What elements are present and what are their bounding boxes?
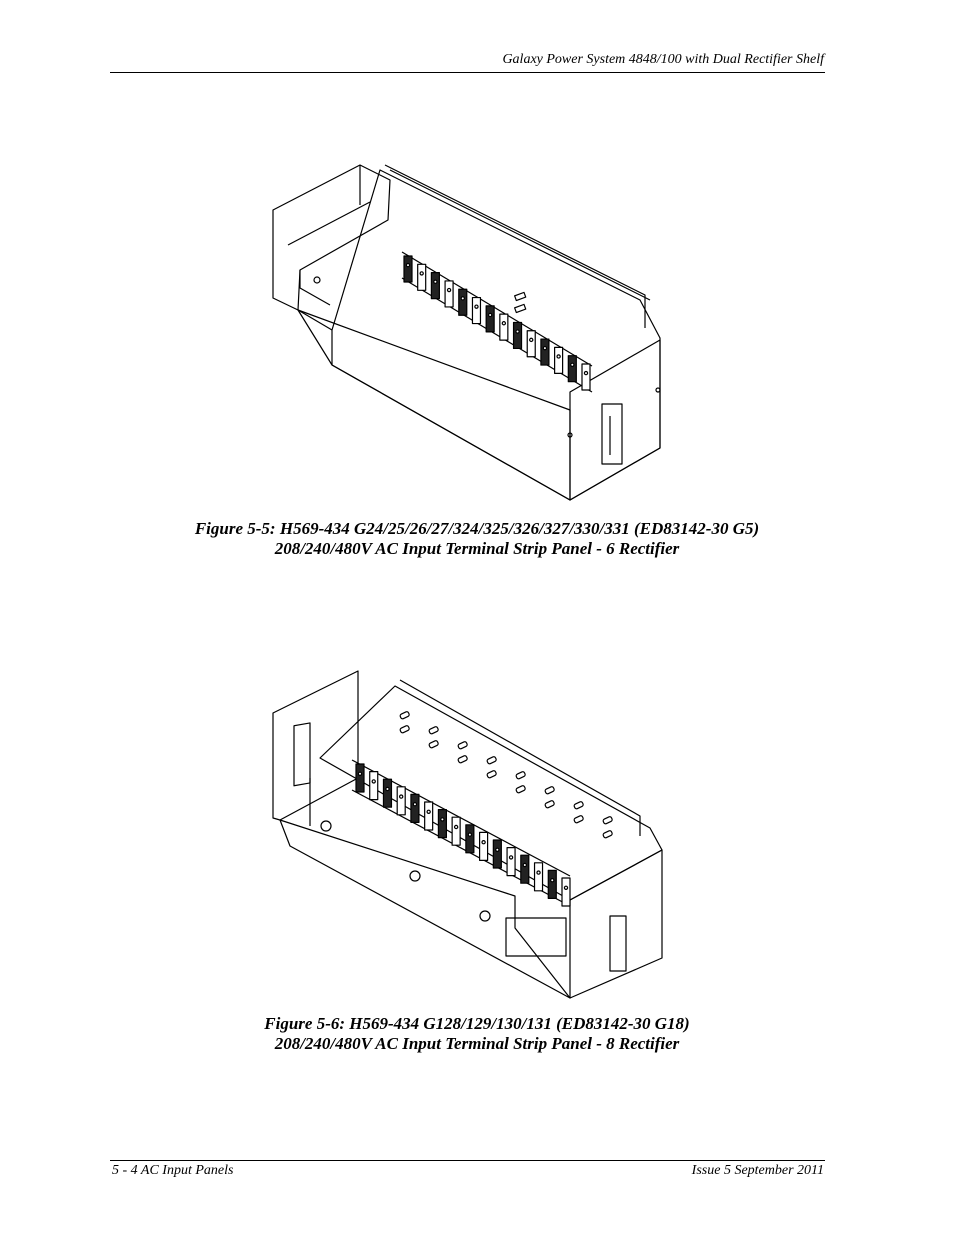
caption-line-2: 208/240/480V AC Input Terminal Strip Panel - 6 Rectifier: [274, 539, 680, 558]
base-fastener: [321, 821, 331, 831]
cover-stud: [545, 800, 555, 808]
terminal-screw: [468, 833, 471, 836]
terminal-block: [404, 256, 412, 282]
terminal-screw: [543, 347, 546, 350]
terminal-block: [486, 306, 494, 332]
terminal-screw: [461, 297, 464, 300]
terminal-screw: [406, 264, 409, 267]
terminal-screw: [496, 848, 499, 851]
terminal-screw: [502, 322, 505, 325]
front-face: [570, 850, 662, 998]
caption-line-1: Figure 5-6: H569-434 G128/129/130/131 (ED83142-30 G18): [264, 1014, 690, 1033]
cover-stud: [458, 741, 468, 749]
cover-stud: [487, 756, 497, 764]
cover-stud: [603, 816, 613, 824]
terminal-screw: [447, 288, 450, 291]
cover-stud: [458, 755, 468, 763]
figure-5-6-drawing: [270, 668, 670, 1003]
terminal-screw: [489, 313, 492, 316]
terminal-screw: [509, 856, 512, 859]
terminal-screw: [434, 280, 437, 283]
terminal-block: [356, 764, 364, 792]
footer-section: 5 - 4 AC Input Panels: [112, 1163, 234, 1178]
base-tray: [280, 820, 570, 998]
terminal-block: [472, 298, 480, 324]
terminal-block: [548, 870, 556, 898]
screw: [656, 388, 660, 392]
left-end-bracket: [273, 165, 390, 310]
cover-stud: [400, 711, 410, 719]
cover-stud: [516, 785, 526, 793]
stud: [515, 292, 526, 300]
base-fastener: [410, 871, 420, 881]
caption-line-1: Figure 5-5: H569-434 G24/25/26/27/324/325/326/327/330/331 (ED83142-30 G5): [194, 519, 760, 538]
terminal-block: [480, 832, 488, 860]
terminal-block: [370, 772, 378, 800]
terminal-screw: [530, 338, 533, 341]
cover-stud: [429, 726, 439, 734]
cover-stud: [574, 801, 584, 809]
header-rule: [110, 72, 825, 73]
terminal-block: [452, 817, 460, 845]
base-fastener: [480, 911, 490, 921]
terminal-screw: [557, 355, 560, 358]
terminal-screw: [455, 825, 458, 828]
footer-rule: [110, 1160, 825, 1161]
terminal-block: [445, 281, 453, 307]
terminal-screw: [386, 787, 389, 790]
front-cutout: [610, 916, 626, 971]
terminal-screw: [372, 780, 375, 783]
terminal-block: [562, 878, 570, 906]
terminal-screw: [420, 272, 423, 275]
terminal-block: [418, 264, 426, 290]
figure-5-5-drawing: [270, 160, 670, 505]
terminal-block: [521, 855, 529, 883]
caption-line-2: 208/240/480V AC Input Terminal Strip Panel - 8 Rectifier: [274, 1034, 680, 1053]
cover-stud: [574, 815, 584, 823]
terminal-block: [466, 825, 474, 853]
terminal-screw: [441, 818, 444, 821]
terminal-screw: [413, 803, 416, 806]
terminal-block: [411, 794, 419, 822]
terminal-screw: [427, 810, 430, 813]
terminal-strip-block: [356, 764, 570, 906]
terminal-screw: [523, 863, 526, 866]
figure-5-5-caption: [0, 519, 954, 559]
terminal-block: [541, 339, 549, 365]
figure-5-6-caption: [0, 1014, 954, 1054]
end-plate-cutout: [294, 723, 310, 786]
footer-issue: Issue 5 September 2011: [691, 1163, 824, 1178]
terminal-screw: [584, 372, 587, 375]
terminal-block: [555, 347, 563, 373]
terminal-block: [425, 802, 433, 830]
terminal-block: [527, 331, 535, 357]
terminal-block: [493, 840, 501, 868]
terminal-screw: [571, 363, 574, 366]
terminal-block: [535, 863, 543, 891]
cover-stud: [429, 740, 439, 748]
terminal-block: [500, 314, 508, 340]
terminal-block: [568, 356, 576, 382]
stud: [515, 304, 526, 312]
terminal-screw: [564, 886, 567, 889]
terminal-screw: [537, 871, 540, 874]
terminal-block: [383, 779, 391, 807]
bracket-hole: [314, 277, 320, 283]
terminal-screw: [358, 772, 361, 775]
terminal-screw: [400, 795, 403, 798]
terminal-block: [397, 787, 405, 815]
cover-stud: [516, 771, 526, 779]
cover-stud: [545, 786, 555, 794]
terminal-block: [431, 273, 439, 299]
cover-stud: [400, 725, 410, 733]
terminal-block: [582, 364, 590, 390]
terminal-screw: [475, 305, 478, 308]
terminal-block: [514, 322, 522, 348]
cover-stud: [603, 830, 613, 838]
terminal-strip-block: [404, 256, 590, 390]
left-end-plate: [273, 671, 358, 820]
terminal-block: [507, 848, 515, 876]
running-header: Galaxy Power System 4848/100 with Dual Rectifier Shelf: [502, 52, 824, 67]
terminal-screw: [482, 841, 485, 844]
front-cutout: [602, 404, 622, 464]
terminal-block: [459, 289, 467, 315]
terminal-screw: [551, 879, 554, 882]
cover-stud: [487, 770, 497, 778]
terminal-block: [438, 810, 446, 838]
terminal-screw: [516, 330, 519, 333]
